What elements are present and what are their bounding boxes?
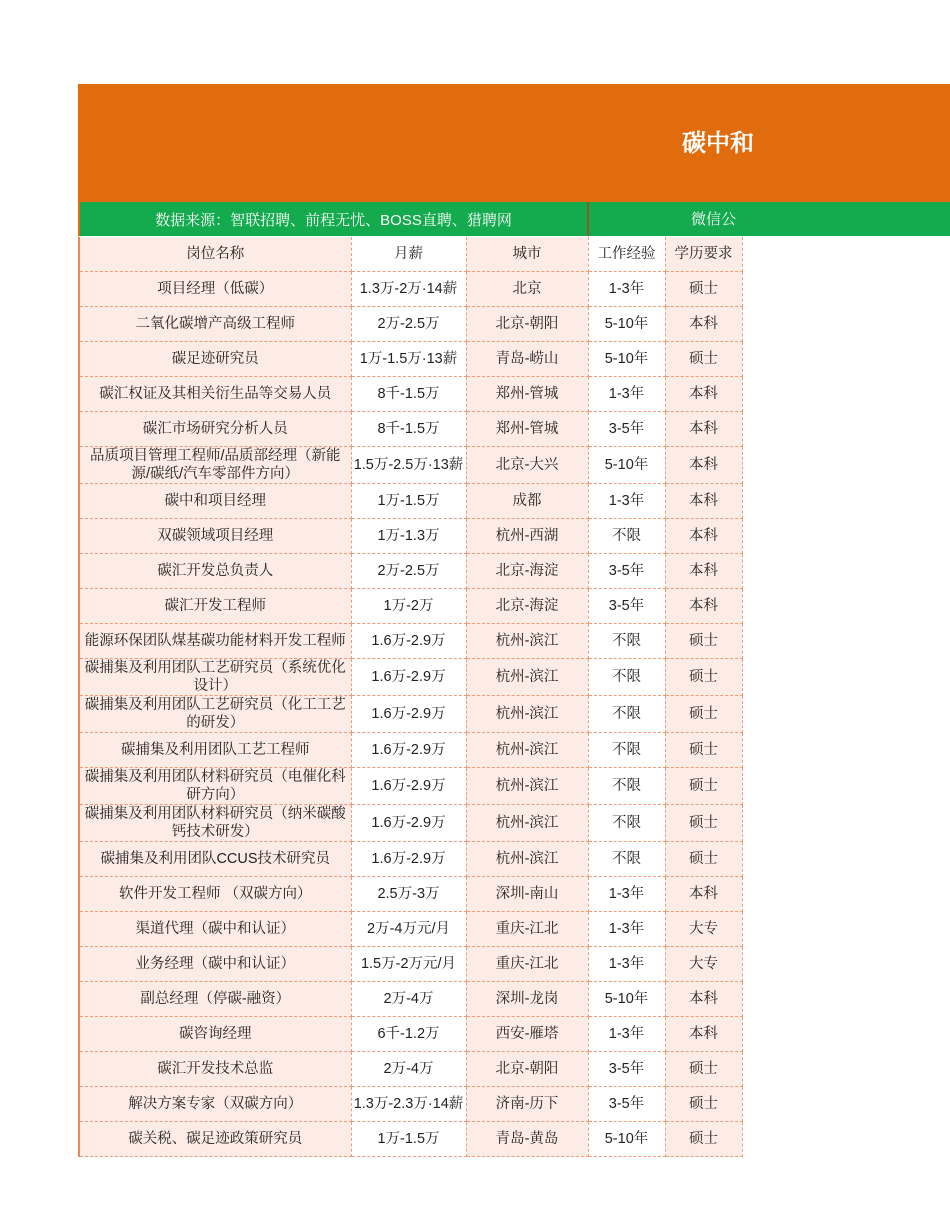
table-row (79, 412, 742, 447)
experience-cell: 3-5年 (588, 1052, 665, 1087)
job-title-cell: 解决方案专家（双碳方向） (79, 1087, 351, 1122)
salary-cell: 2万-2.5万 (351, 554, 466, 589)
experience-cell: 1-3年 (588, 272, 665, 307)
experience-cell: 不限 (588, 768, 665, 805)
experience-cell: 1-3年 (588, 877, 665, 912)
city-cell: 杭州-滨江 (466, 659, 588, 696)
experience-cell: 1-3年 (588, 484, 665, 519)
salary-cell: 6千-1.2万 (351, 1017, 466, 1052)
salary-cell: 1.5万-2万元/月 (351, 947, 466, 982)
city-cell: 北京 (466, 272, 588, 307)
city-cell: 深圳-龙岗 (466, 982, 588, 1017)
experience-cell: 不限 (588, 805, 665, 842)
city-cell: 杭州-滨江 (466, 805, 588, 842)
col-header-education: 学历要求 (665, 237, 742, 272)
city-cell: 西安-雁塔 (466, 1017, 588, 1052)
experience-cell: 3-5年 (588, 554, 665, 589)
salary-cell: 1.6万-2.9万 (351, 733, 466, 768)
city-cell: 杭州-滨江 (466, 624, 588, 659)
education-cell: 硕士 (665, 659, 742, 696)
experience-cell: 5-10年 (588, 982, 665, 1017)
experience-cell: 不限 (588, 696, 665, 733)
city-cell: 深圳-南山 (466, 877, 588, 912)
education-cell: 硕士 (665, 733, 742, 768)
education-cell: 硕士 (665, 1122, 742, 1157)
table-row (79, 805, 742, 842)
job-title-cell: 碳关税、碳足迹政策研究员 (79, 1122, 351, 1157)
salary-cell: 1.6万-2.9万 (351, 805, 466, 842)
job-title-cell: 碳汇开发技术总监 (79, 1052, 351, 1087)
education-cell: 本科 (665, 377, 742, 412)
education-cell: 本科 (665, 307, 742, 342)
city-cell: 杭州-滨江 (466, 696, 588, 733)
city-cell: 重庆-江北 (466, 912, 588, 947)
city-cell: 郑州-管城 (466, 377, 588, 412)
salary-cell: 1万-2万 (351, 589, 466, 624)
experience-cell: 5-10年 (588, 307, 665, 342)
city-cell: 济南-历下 (466, 1087, 588, 1122)
salary-cell: 1.5万-2.5万·13薪 (351, 447, 466, 484)
wechat-text: 微信公 (691, 211, 737, 228)
col-header-job-title: 岗位名称 (79, 237, 351, 272)
salary-cell: 2万-4万 (351, 982, 466, 1017)
job-title-cell: 副总经理（停碳-融资） (79, 982, 351, 1017)
table-row (79, 307, 742, 342)
job-title-cell: 碳捕集及利用团队工艺研究员（化工工艺的研发） (79, 696, 351, 733)
table-row (79, 659, 742, 696)
table-row (79, 624, 742, 659)
salary-cell: 8千-1.5万 (351, 412, 466, 447)
job-title-cell: 碳汇权证及其相关衍生品等交易人员 (79, 377, 351, 412)
job-title-cell: 碳咨询经理 (79, 1017, 351, 1052)
education-cell: 硕士 (665, 272, 742, 307)
city-cell: 北京-大兴 (466, 447, 588, 484)
education-cell: 硕士 (665, 1087, 742, 1122)
job-title-cell: 碳捕集及利用团队CCUS技术研究员 (79, 842, 351, 877)
city-cell: 杭州-滨江 (466, 733, 588, 768)
salary-cell: 1.6万-2.9万 (351, 624, 466, 659)
experience-cell: 不限 (588, 842, 665, 877)
title-banner (78, 84, 950, 202)
experience-cell: 1-3年 (588, 947, 665, 982)
table-row (79, 1052, 742, 1087)
education-cell: 大专 (665, 912, 742, 947)
salary-cell: 8千-1.5万 (351, 377, 466, 412)
salary-cell: 1.6万-2.9万 (351, 659, 466, 696)
col-header-city: 城市 (466, 237, 588, 272)
experience-cell: 1-3年 (588, 377, 665, 412)
table-row (79, 947, 742, 982)
table-row (79, 877, 742, 912)
experience-cell: 3-5年 (588, 1087, 665, 1122)
experience-cell: 5-10年 (588, 1122, 665, 1157)
salary-cell: 1万-1.5万·13薪 (351, 342, 466, 377)
job-title-cell: 软件开发工程师 （双碳方向） (79, 877, 351, 912)
job-title-cell: 碳捕集及利用团队材料研究员（纳米碳酸钙技术研发） (79, 805, 351, 842)
city-cell: 北京-朝阳 (466, 307, 588, 342)
col-header-salary: 月薪 (351, 237, 466, 272)
table-row (79, 589, 742, 624)
education-cell: 硕士 (665, 768, 742, 805)
table-header-row (79, 237, 742, 272)
experience-cell: 1-3年 (588, 1017, 665, 1052)
job-title-cell: 碳汇开发工程师 (79, 589, 351, 624)
job-title-cell: 碳捕集及利用团队工艺研究员（系统优化设计） (79, 659, 351, 696)
education-cell: 硕士 (665, 624, 742, 659)
city-cell: 郑州-管城 (466, 412, 588, 447)
salary-cell: 1.3万-2.3万·14薪 (351, 1087, 466, 1122)
experience-cell: 不限 (588, 659, 665, 696)
education-cell: 硕士 (665, 842, 742, 877)
salary-cell: 2万-2.5万 (351, 307, 466, 342)
education-cell: 本科 (665, 412, 742, 447)
city-cell: 北京-朝阳 (466, 1052, 588, 1087)
jobs-table-body (79, 272, 742, 1157)
salary-cell: 1.6万-2.9万 (351, 842, 466, 877)
job-title-cell: 业务经理（碳中和认证） (79, 947, 351, 982)
data-source-text: 数据来源：智联招聘、前程无忧、BOSS直聘、猎聘网 (155, 211, 512, 229)
education-cell: 硕士 (665, 696, 742, 733)
salary-cell: 1万-1.5万 (351, 484, 466, 519)
experience-cell: 不限 (588, 624, 665, 659)
city-cell: 北京-海淀 (466, 554, 588, 589)
city-cell: 杭州-滨江 (466, 768, 588, 805)
city-cell: 青岛-黄岛 (466, 1122, 588, 1157)
table-row (79, 342, 742, 377)
salary-cell: 1万-1.3万 (351, 519, 466, 554)
job-title-cell: 碳汇开发总负责人 (79, 554, 351, 589)
job-title-cell: 二氧化碳增产高级工程师 (79, 307, 351, 342)
table-row (79, 912, 742, 947)
wechat-bar (589, 202, 950, 236)
table-row (79, 1087, 742, 1122)
job-title-cell: 碳捕集及利用团队工艺工程师 (79, 733, 351, 768)
education-cell: 本科 (665, 519, 742, 554)
table-row (79, 696, 742, 733)
table-row (79, 484, 742, 519)
job-title-cell: 品质项目管理工程师/品质部经理（新能源/碳纸/汽车零部件方向） (79, 447, 351, 484)
experience-cell: 5-10年 (588, 342, 665, 377)
col-header-experience: 工作经验 (588, 237, 665, 272)
experience-cell: 3-5年 (588, 412, 665, 447)
job-title-cell: 双碳领域项目经理 (79, 519, 351, 554)
education-cell: 大专 (665, 947, 742, 982)
page-title: 碳中和 (682, 130, 754, 157)
job-title-cell: 碳捕集及利用团队材料研究员（电催化科研方向） (79, 768, 351, 805)
experience-cell: 不限 (588, 519, 665, 554)
job-title-cell: 碳中和项目经理 (79, 484, 351, 519)
salary-cell: 1.6万-2.9万 (351, 768, 466, 805)
education-cell: 硕士 (665, 805, 742, 842)
data-source-bar (78, 202, 587, 236)
experience-cell: 5-10年 (588, 447, 665, 484)
education-cell: 硕士 (665, 342, 742, 377)
education-cell: 本科 (665, 447, 742, 484)
education-cell: 本科 (665, 554, 742, 589)
education-cell: 本科 (665, 484, 742, 519)
jobs-table (78, 237, 743, 1157)
experience-cell: 1-3年 (588, 912, 665, 947)
experience-cell: 不限 (588, 733, 665, 768)
experience-cell: 3-5年 (588, 589, 665, 624)
education-cell: 本科 (665, 877, 742, 912)
table-row (79, 1017, 742, 1052)
salary-cell: 2.5万-3万 (351, 877, 466, 912)
job-title-cell: 渠道代理（碳中和认证） (79, 912, 351, 947)
table-row (79, 768, 742, 805)
job-title-cell: 碳汇市场研究分析人员 (79, 412, 351, 447)
table-row (79, 554, 742, 589)
education-cell: 本科 (665, 589, 742, 624)
city-cell: 成都 (466, 484, 588, 519)
education-cell: 本科 (665, 982, 742, 1017)
table-row (79, 1122, 742, 1157)
salary-cell: 1.3万-2万·14薪 (351, 272, 466, 307)
city-cell: 青岛-崂山 (466, 342, 588, 377)
table-row (79, 272, 742, 307)
table-row (79, 982, 742, 1017)
education-cell: 本科 (665, 1017, 742, 1052)
job-title-cell: 项目经理（低碳） (79, 272, 351, 307)
salary-cell: 1.6万-2.9万 (351, 696, 466, 733)
salary-cell: 2万-4万 (351, 1052, 466, 1087)
table-row (79, 733, 742, 768)
city-cell: 重庆-江北 (466, 947, 588, 982)
table-row (79, 377, 742, 412)
salary-cell: 1万-1.5万 (351, 1122, 466, 1157)
job-title-cell: 碳足迹研究员 (79, 342, 351, 377)
city-cell: 北京-海淀 (466, 589, 588, 624)
salary-cell: 2万-4万元/月 (351, 912, 466, 947)
job-title-cell: 能源环保团队煤基碳功能材料开发工程师 (79, 624, 351, 659)
education-cell: 硕士 (665, 1052, 742, 1087)
table-row (79, 447, 742, 484)
table-row (79, 842, 742, 877)
city-cell: 杭州-西湖 (466, 519, 588, 554)
city-cell: 杭州-滨江 (466, 842, 588, 877)
table-row (79, 519, 742, 554)
